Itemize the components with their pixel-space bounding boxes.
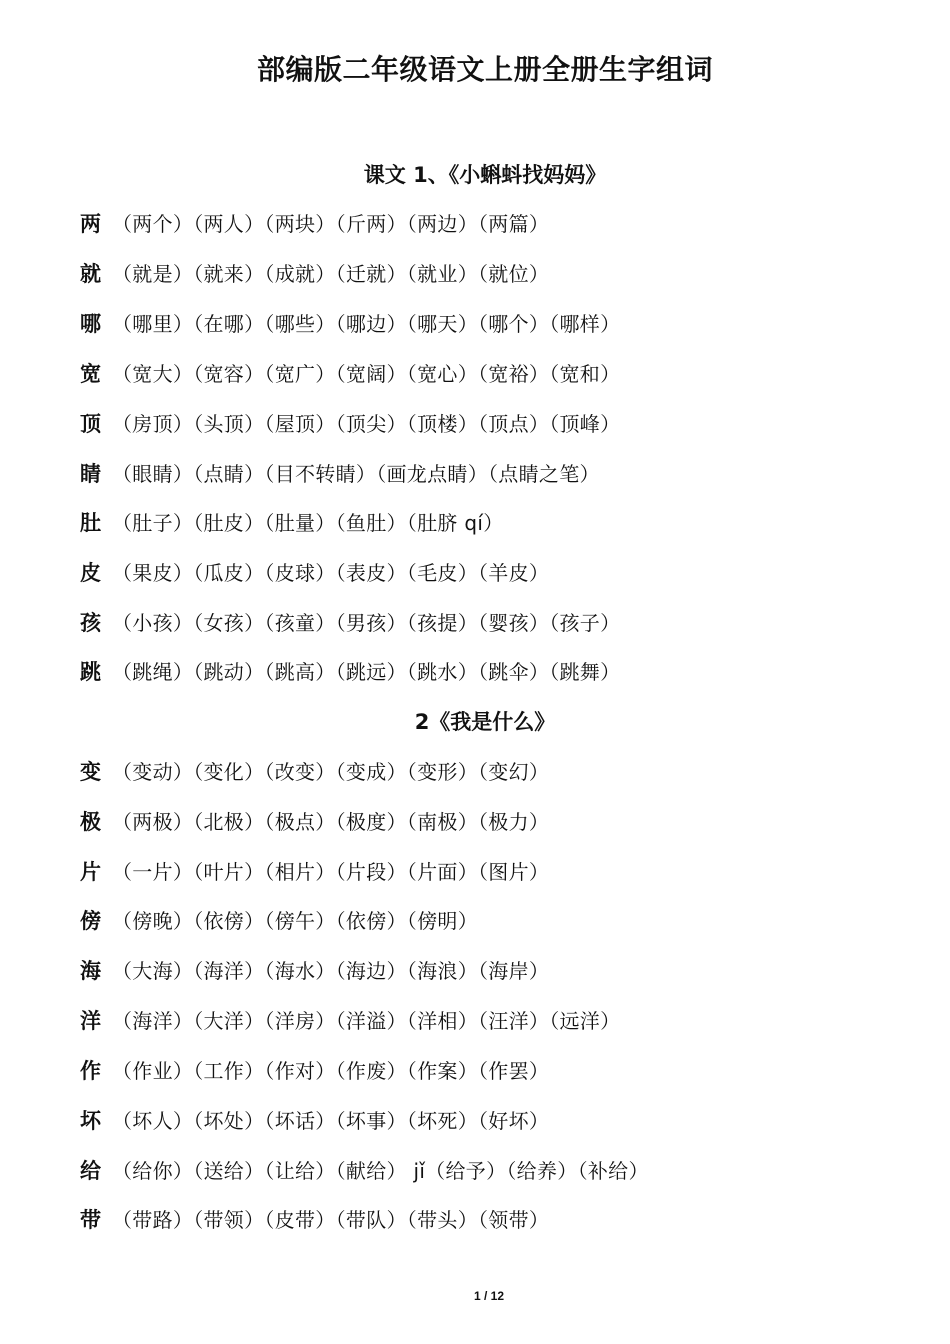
document-title: 部编版二年级语文上册全册生字组词 (256, 53, 713, 86)
vocab-entry (80, 608, 620, 638)
vocab-words: （傍晚）（依傍）（傍午）（依傍）（傍明） (112, 909, 478, 933)
vocab-words: （房顶）（头顶）（屋顶）（顶尖）（顶楼）（顶点）（顶峰） (112, 412, 621, 436)
section-heading: 2《我是什么》 (414, 710, 556, 734)
vocab-words: （海洋）（大洋）（洋房）（洋溢）（洋相）（汪洋）（远洋） (112, 1009, 621, 1033)
vocab-character: 睛 (80, 462, 101, 486)
vocab-words: （两极）（北极）（极点）（极度）（南极）（极力） (112, 810, 550, 834)
vocab-character: 带 (80, 1208, 101, 1232)
vocab-words: （哪里）（在哪）（哪些）（哪边）（哪天）（哪个）（哪样） (112, 312, 621, 336)
vocab-words: （作业）（工作）（作对）（作废）（作案）（作罢） (112, 1059, 550, 1083)
vocab-entry (80, 259, 549, 289)
vocab-entry (80, 1056, 549, 1086)
vocab-entry (80, 1106, 549, 1136)
vocab-words: （带路）（带领）（皮带）（带队）（带头）（领带） (112, 1208, 550, 1232)
vocab-character: 两 (80, 212, 101, 236)
vocab-words: （跳绳）（跳动）（跳高）（跳远）（跳水）（跳伞）（跳舞） (112, 660, 621, 684)
vocab-words: （宽大）（宽容）（宽广）（宽阔）（宽心）（宽裕）（宽和） (112, 362, 621, 386)
vocab-character: 哪 (80, 312, 101, 336)
vocab-character: 肚 (80, 511, 101, 535)
vocab-character: 傍 (80, 909, 101, 933)
vocab-words: （眼睛）（点睛）（目不转睛）（画龙点睛）（点睛之笔） (112, 462, 600, 486)
vocab-entry (80, 657, 620, 687)
vocab-entry (80, 508, 504, 538)
vocab-character: 给 (80, 1159, 101, 1183)
vocab-entry (80, 409, 620, 439)
vocab-entry (80, 956, 549, 986)
vocab-character: 变 (80, 760, 101, 784)
vocab-words: （就是）（就来）（成就）（迁就）（就业）（就位） (112, 262, 550, 286)
vocab-character: 跳 (80, 660, 101, 684)
vocab-character: 孩 (80, 611, 101, 635)
vocab-entry (80, 359, 620, 389)
vocab-entry (80, 857, 549, 887)
vocab-words: （大海）（海洋）（海水）（海边）（海浪）（海岸） (112, 959, 550, 983)
vocab-character: 宽 (80, 362, 101, 386)
vocab-character: 海 (80, 959, 101, 983)
vocab-character: 片 (80, 860, 101, 884)
vocab-entry (80, 757, 549, 787)
vocab-character: 皮 (80, 561, 101, 585)
vocab-entry (80, 209, 549, 239)
vocab-entry (80, 906, 478, 936)
vocab-words: （果皮）（瓜皮）（皮球）（表皮）（毛皮）（羊皮） (112, 561, 550, 585)
vocab-entry (80, 309, 620, 339)
vocab-entry (80, 459, 600, 489)
vocab-character: 顶 (80, 412, 101, 436)
vocab-words: （一片）（叶片）（相片）（片段）（片面）（图片） (112, 860, 550, 884)
vocab-words: （给你）（送给）（让给）（献给） jǐ（给予）（给养）（补给） (112, 1159, 649, 1183)
vocab-character: 作 (80, 1059, 101, 1083)
vocab-character: 坏 (80, 1109, 101, 1133)
vocab-words: （坏人）（坏处）（坏话）（坏事）（坏死）（好坏） (112, 1109, 550, 1133)
vocab-words: （小孩）（女孩）（孩童）（男孩）（孩提）（婴孩）（孩子） (112, 611, 621, 635)
vocab-character: 就 (80, 262, 101, 286)
vocab-character: 洋 (80, 1009, 101, 1033)
section-heading: 课文 1、《小蝌蚪找妈妈》 (363, 163, 607, 187)
vocab-entry (80, 1156, 649, 1186)
vocab-words: （肚子）（肚皮）（肚量）（鱼肚）（肚脐 qí） (112, 511, 504, 535)
vocab-character: 极 (80, 810, 101, 834)
vocab-entry (80, 1006, 620, 1036)
vocab-words: （变动）（变化）（改变）（变成）（变形）（变幻） (112, 760, 550, 784)
vocab-entry (80, 1205, 549, 1235)
vocab-entry (80, 807, 549, 837)
vocab-entry (80, 558, 549, 588)
vocab-words: （两个）（两人）（两块）（斤两）（两边）（两篇） (112, 212, 550, 236)
page-number: 1 / 12 (473, 1289, 505, 1303)
